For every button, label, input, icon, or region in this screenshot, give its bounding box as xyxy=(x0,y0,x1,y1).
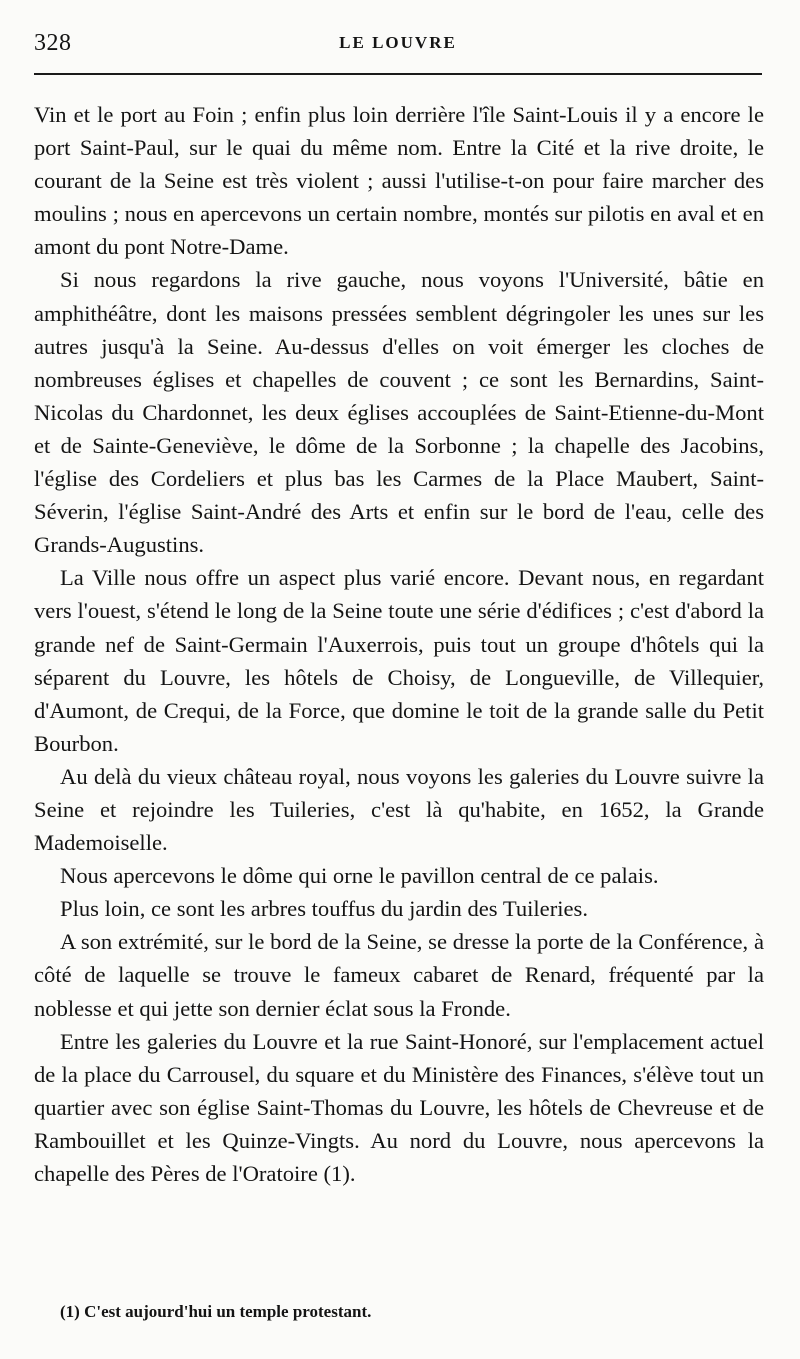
paragraph: Plus loin, ce sont les arbres touffus du jardin des Tuileries. xyxy=(60,896,588,922)
paragraph: Si nous regardons la rive gauche, nous voyons l'Université, bâtie en amphithéâtre, dont les maisons pressées semblent dégringoler les unes sur les autres jusqu'à la Seine. Au-dessus d'elles on voit émerger les cloches de nombreuses églises et chapelles de couvent ; ce sont les Bernardins, Saint-Nicolas du Chardonnet, les deux églises accouplées de Saint-Etienne-du-Mont et de Sainte-Geneviève, le dôme de la Sorbonne ; la chapelle des Jacobins, l'église des Cordeliers et plus bas les Carmes de la Place Maubert, Saint-Séverin, l'église Saint-André des Arts et enfin sur le bord de l'eau, celle des Grands-Augustins. xyxy=(34,267,764,558)
paragraph: A son extrémité, sur le bord de la Seine, se dresse la porte de la Conférence, à côté de laquelle se trouve le fameux cabaret de Renard, fréquenté par la noblesse et qui jette son dernier éclat sous la Fronde. xyxy=(34,929,764,1021)
footnote: (1) C'est aujourd'hui un temple protestant. xyxy=(60,1302,372,1321)
paragraph: Entre les galeries du Louvre et la rue Saint-Honoré, sur l'emplacement actuel de la place du Carrousel, du square et du Ministère des Finances, s'élève tout un quartier avec son église Saint-Thomas du Louvre, les hôtels de Chevreuse et de Rambouillet et les Quinze-Vingts. Au nord du Louvre, nous apercevons la chapelle des Pères de l'Oratoire (1). xyxy=(34,1028,764,1186)
running-head xyxy=(34,30,762,64)
paragraph: Vin et le port au Foin ; enfin plus loin derrière l'île Saint-Louis il y a encore le port Saint-Paul, sur le quai du même nom. Entre la Cité et la rive droite, le courant de la Seine est très violent ; aussi l'utilise-t-on pour faire marcher des moulins ; nous en apercevons un certain nombre, montés sur pilotis en aval et en amont du pont Notre-Dame. xyxy=(34,102,764,260)
paragraph: Au delà du vieux château royal, nous voyons les galeries du Louvre suivre la Seine et rejoindre les Tuileries, c'est là qu'habite, en 1652, la Grande Mademoiselle. xyxy=(34,763,764,856)
page-number: 328 xyxy=(34,30,72,56)
body-text xyxy=(34,98,764,1190)
paragraph: Nous apercevons le dôme qui orne le pavillon central de ce palais. xyxy=(60,863,659,889)
header-rule xyxy=(34,73,762,75)
paragraph: La Ville nous offre un aspect plus varié encore. Devant nous, en regardant vers l'ouest, s'étend le long de la Seine toute une série d'édifices ; c'est d'abord la grande nef de Saint-Germain l'Auxerrois, puis tout un groupe d'hôtels qui la séparent du Louvre, les hôtels de Choisy, de Longueville, de Villequier, d'Aumont, de Crequi, de la Force, que domine le toit de la grande salle du Petit Bourbon. xyxy=(34,565,764,756)
running-title: LE LOUVRE xyxy=(339,33,457,52)
